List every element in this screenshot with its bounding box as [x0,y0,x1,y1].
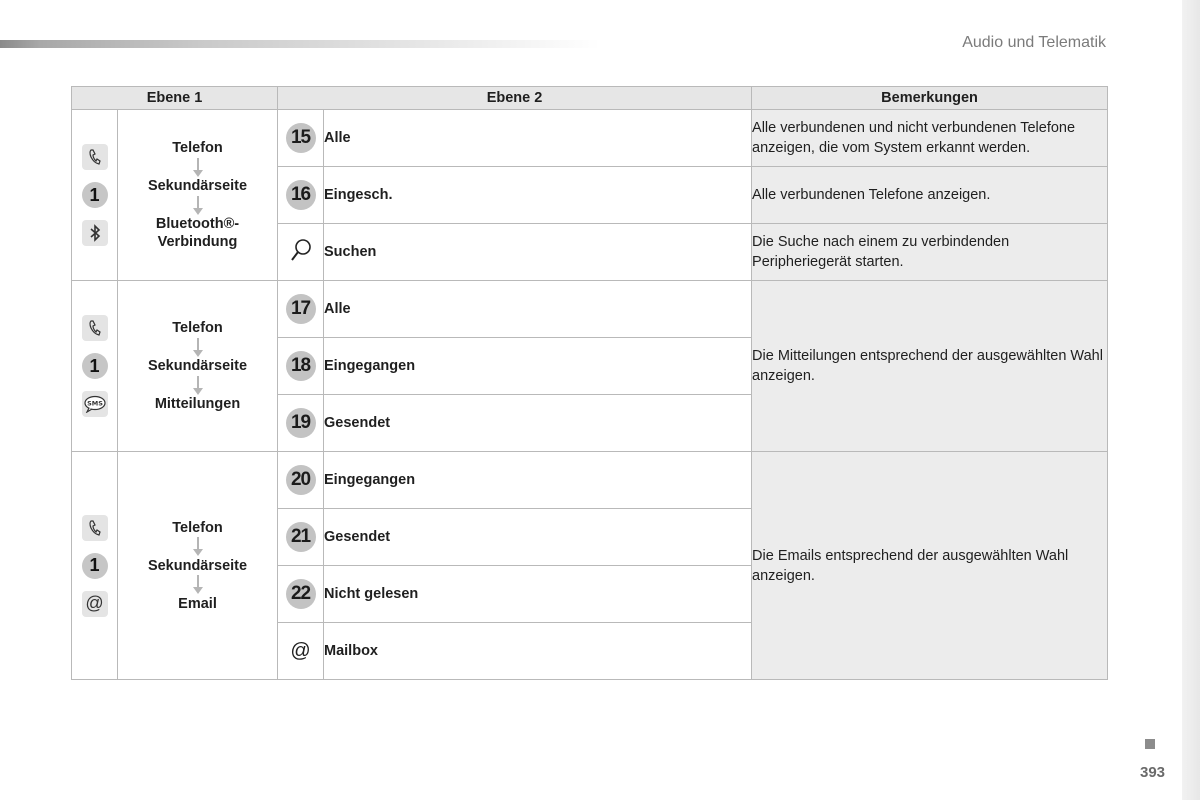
page-marker [1145,739,1155,749]
remark-text: Alle verbundenen Telefone anzeigen. [752,167,1108,224]
menu-item-label: Eingegangen [324,338,752,395]
phone-icon [82,144,108,170]
menu-item-label: Eingegangen [324,452,752,509]
header-decor-bar [0,40,600,48]
remark-text: Die Emails entsprechend der ausgewählten Wahl anzeigen. [752,452,1108,680]
level1-icons [72,452,118,680]
number-badge: 19 [286,408,316,438]
path-sekundaerseite: Sekundärseite [147,358,248,374]
remark-text: Die Mitteilungen entsprechend der ausgewählten Wahl anzeigen. [752,281,1108,452]
sms-icon [82,391,108,417]
phone-icon [82,315,108,341]
number-1-icon: 1 [82,182,108,208]
menu-item-label: Nicht gelesen [324,566,752,623]
bluetooth-icon [82,220,108,246]
number-badge: 21 [286,522,316,552]
arrow-down-icon [118,195,277,215]
menu-item-label: Mailbox [324,623,752,680]
arrow-down-icon [118,575,277,595]
number-badge: 16 [286,180,316,210]
level1-path [118,281,278,452]
phone-icon [82,515,108,541]
menu-item-label: Gesendet [324,395,752,452]
table-row [72,110,1108,167]
path-mitteilungen: Mitteilungen [154,396,241,412]
number-1-icon: 1 [82,553,108,579]
menu-table [71,86,1108,680]
svg-text:SMS: SMS [86,399,103,408]
at-icon: @ [290,639,311,662]
table-row [72,452,1108,509]
remark-text: Die Suche nach einem zu verbindenden Peripheriegerät starten. [752,224,1108,281]
path-sekundaerseite: Sekundärseite [147,178,248,194]
number-badge: 15 [286,123,316,153]
table-row [72,281,1108,338]
arrow-down-icon [118,375,277,395]
level1-path [118,452,278,680]
level1-icons [72,281,118,452]
remark-text: Alle verbundenen und nicht verbundenen Telefone anzeigen, die vom System erkannt werden. [752,110,1108,167]
menu-item-label: Gesendet [324,509,752,566]
arrow-down-icon [118,537,277,557]
level1-path [118,110,278,281]
menu-item-label: Eingesch. [324,167,752,224]
menu-item-label: Alle [324,110,752,167]
path-sekundaerseite: Sekundärseite [147,557,248,574]
level1-icons [72,110,118,281]
number-1-icon: 1 [82,353,108,379]
page-edge [1182,0,1200,800]
menu-item-label: Alle [324,281,752,338]
path-bluetooth: Bluetooth®- Verbindung [155,216,240,250]
section-title: Audio und Telematik [962,34,1106,51]
column-header-ebene-1: Ebene 1 [72,87,278,110]
page-number: 393 [1140,764,1166,781]
at-icon: @ [82,591,108,617]
path-email: Email [178,595,217,612]
path-telefon: Telefon [172,140,223,156]
arrow-down-icon [118,157,277,177]
menu-item-label: Suchen [324,224,752,281]
number-badge: 22 [286,579,316,609]
column-header-bemerkungen: Bemerkungen [752,87,1108,110]
search-icon [290,238,312,262]
number-badge: 20 [286,465,316,495]
path-telefon: Telefon [172,320,223,336]
path-telefon: Telefon [172,519,223,536]
number-badge: 17 [286,294,316,324]
column-header-ebene-2: Ebene 2 [278,87,752,110]
arrow-down-icon [118,337,277,357]
number-badge: 18 [286,351,316,381]
